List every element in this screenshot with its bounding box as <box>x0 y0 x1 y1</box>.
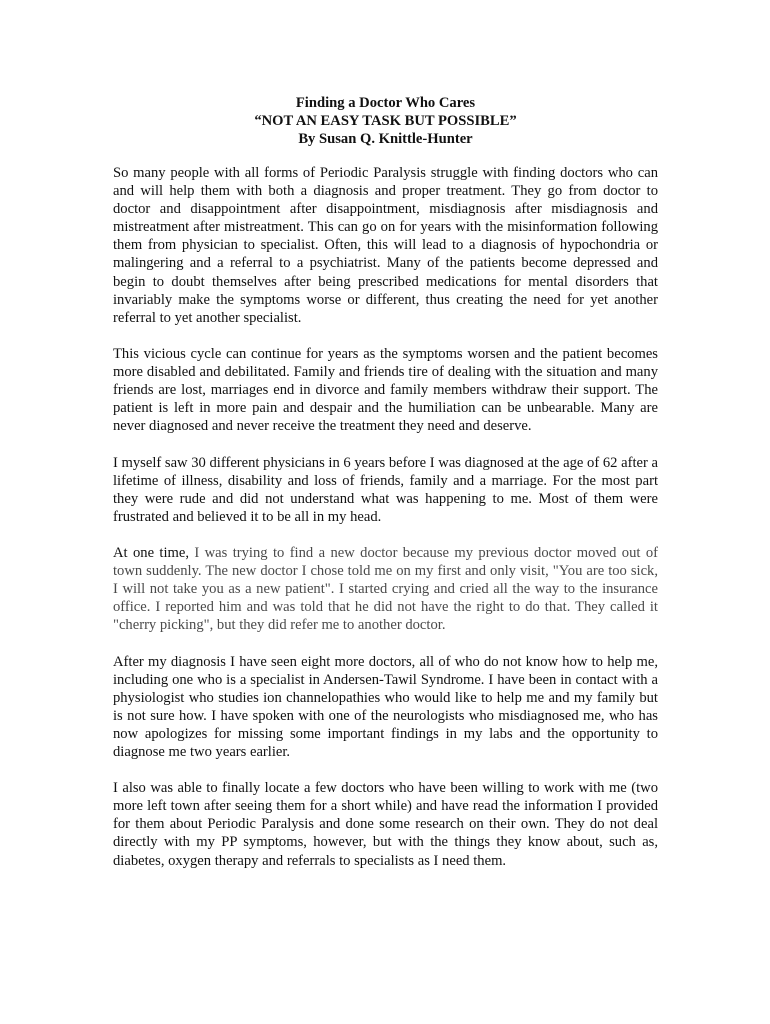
paragraph-6: I also was able to finally locate a few doctors who have been willing to work with me (two more left town after seeing them for a short while) and have read the information I provided for them about Periodic Paralysis and done some research on their own. They do not deal directly with my PP symptoms, however, but with the things they know about, such as, diabetes, oxygen therapy and referrals to specialists as I need them. <box>113 780 658 869</box>
paragraph-2: This vicious cycle can continue for years as the symptoms worsen and the patient becomes more disabled and debilitated. Family and friends tire of dealing with the situation and many friends are lost, marriages end in divorce and family members withdraw their support. The patient is left in more pain and despair and the humiliation can be unbearable. Many are never diagnosed and never receive the treatment they need and deserve. <box>113 345 658 435</box>
paragraph-5: After my diagnosis I have seen eight more doctors, all of who do not know how to help me, including one who is a specialist in Andersen-Tawil Syndrome. I have been in contact with a physiologist who studies ion channelopathies who would like to help me and my family but is not sure how. I have spoken with one of the neurologists who misdiagnosed me, who has now apologizes for missing some important findings in my labs and the opportunity to diagnose me two years earlier. <box>113 653 658 760</box>
document-subtitle: “NOT AN EASY TASK BUT POSSIBLE” <box>254 113 517 129</box>
paragraph-3: I myself saw 30 different physicians in 6 years before I was diagnosed at the age of 62 after a lifetime of illness, disability and loss of friends, family and a marriage. For the most part they were rude and did not understand what was happening to me. Most of them were frustrated and believed it to be all in my head. <box>113 454 658 525</box>
paragraph-1: So many people with all forms of Periodic Paralysis struggle with finding doctors who can and will help them with both a diagnosis and proper treatment. They go from doctor to doctor and disappointment after disappointment, misdiagnosis after misdiagnosis and mistreatment after mistreatment. This can go on for years with the misinformation following them from physician to specialist. Often, this will lead to a diagnosis of hypochondria or malingering and a referral to a psychiatrist. Many of the patients become depressed and begin to doubt themselves after being prescribed medications for mental disorders that invariably make the symptoms worse or different, thus creating the need for yet another referral to yet another specialist. <box>113 165 658 326</box>
paragraph-4-lead: At one time, <box>113 544 195 561</box>
document-body <box>113 164 658 888</box>
paragraph-4-rest: I was trying to find a new doctor because my previous doctor moved out of town suddenly. The new doctor I chose told me on my first and only visit, "You are too sick, I will not take you as a new patient". I started crying and cried all the way to the insurance office. I reported him and was told that he did not have the right to do that. They called it "cherry picking", but they did refer me to another doctor. <box>113 544 658 634</box>
document-title: Finding a Doctor Who Cares <box>295 95 476 111</box>
paragraph-4 <box>113 544 658 634</box>
document-header <box>113 94 658 148</box>
document-byline: By Susan Q. Knittle-Hunter <box>298 131 473 147</box>
